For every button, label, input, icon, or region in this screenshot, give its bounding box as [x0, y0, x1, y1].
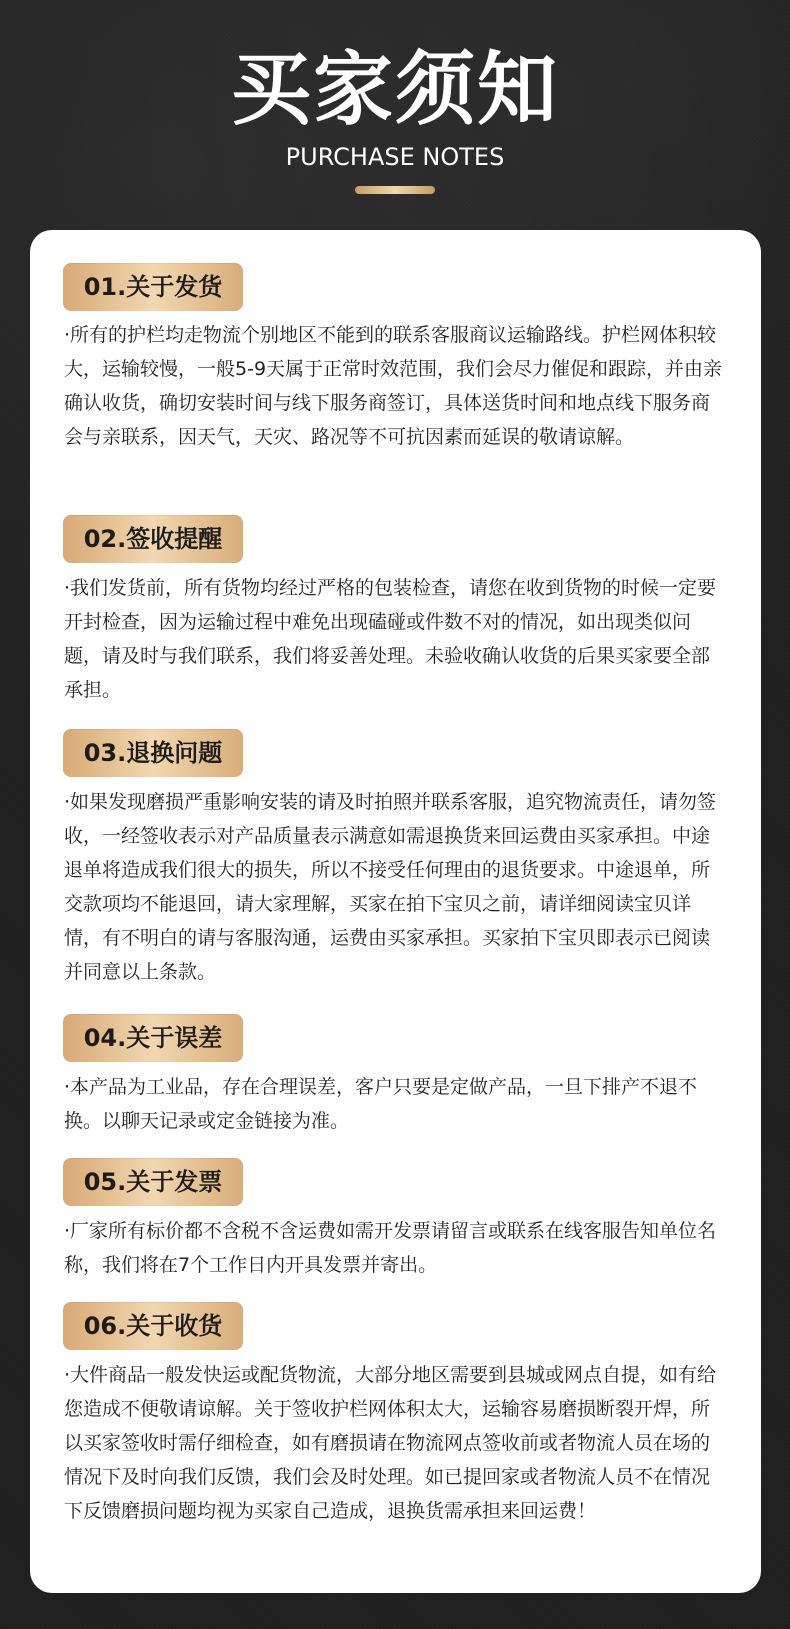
section-label-badge: 01.关于发货 — [63, 263, 243, 311]
section-label-badge: 03.退换问题 — [63, 729, 243, 777]
title-underline-decoration — [355, 186, 435, 194]
section-label-badge: 02.签收提醒 — [63, 515, 243, 563]
section-text: ·厂家所有标价都不含税不含运费如需开发票请留言或联系在线客服告知单位名称，我们将在7个工作日内开具发票并寄出。 — [64, 1220, 717, 1276]
section-text: ·我们发货前，所有货物均经过严格的包装检查，请您在收到货物的时候一定要开封检查，因为运输过程中难免出现磕碰或件数不对的情况，如出现类似问题，请及时与我们联系，我们将妥善处理。未验收确认收货的后果买家要全部承担。 — [64, 577, 717, 701]
page-subtitle: PURCHASE NOTES — [285, 143, 505, 171]
page-title: 买家须知 — [231, 43, 559, 136]
section-text: ·大件商品一般发快运或配货物流，大部分地区需要到县城或网点自提，如有给您造成不便敬请谅解。关于签收护栏网体积太大，运输容易磨损断裂开焊，所以买家签收时需仔细检查，如有磨损请在物流网点签收前或者物流人员在场的情况下及时向我们反馈，我们会及时处理。如已提回家或者物流人员不在情况下反馈磨损问题均视为买家自己造成，退换货需承担来回运费！ — [64, 1364, 717, 1522]
notes-card — [30, 230, 761, 1593]
section-label-badge: 04.关于误差 — [63, 1014, 243, 1062]
section-label-badge: 06.关于收货 — [63, 1302, 243, 1350]
section-text: ·如果发现磨损严重影响安装的请及时拍照并联系客服，追究物流责任，请勿签收，一经签收表示对产品质量表示满意如需退换货来回运费由买家承担。中途退单将造成我们很大的损失，所以不接受任何理由的退货要求。中途退单，所交款项均不能退回，请大家理解，买家在拍下宝贝之前，请详细阅读宝贝详情，有不明白的请与客服沟通，运费由买家承担。买家拍下宝贝即表示已阅读并同意以上条款。 — [64, 791, 717, 983]
section-text: ·所有的护栏均走物流个别地区不能到的联系客服商议运输路线。护栏网体积较大，运输较慢，一般5-9天属于正常时效范围，我们会尽力催促和跟踪，并由亲确认收货，确切安装时间与线下服务商签订，具体送货时间和地点线下服务商会与亲联系，因天气，天灾、路况等不可抗因素而延误的敬请谅解。 — [64, 324, 723, 448]
section-label-badge: 05.关于发票 — [63, 1158, 243, 1206]
header — [0, 0, 790, 230]
section-text: ·本产品为工业品，存在合理误差，客户只要是定做产品，一旦下排产不退不换。以聊天记录或定金链接为准。 — [64, 1076, 698, 1132]
